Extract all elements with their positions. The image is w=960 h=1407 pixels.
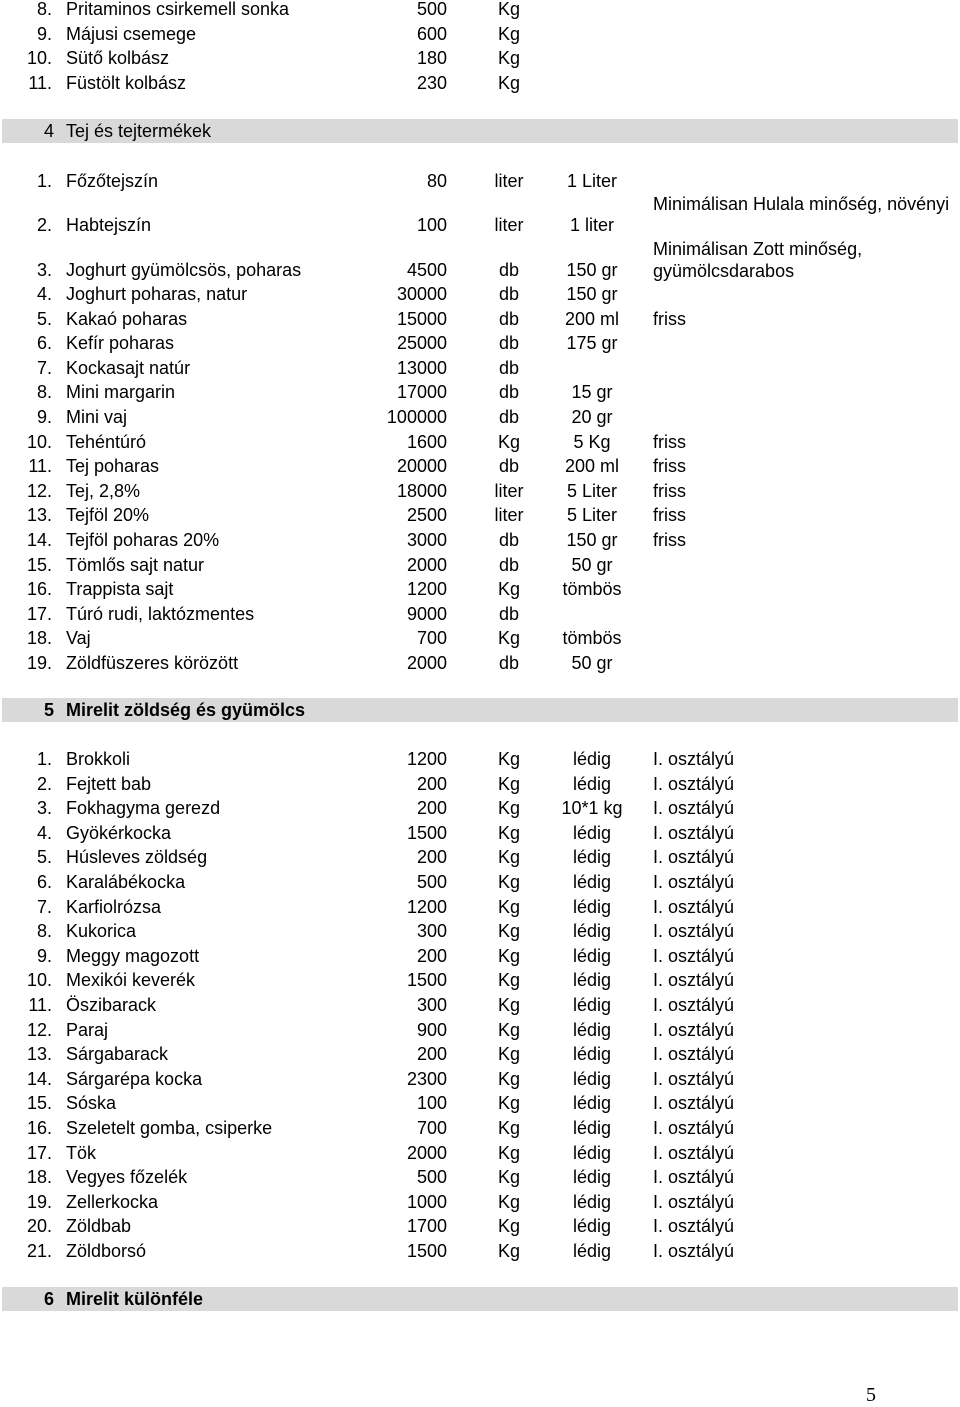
item-name: Mini vaj	[66, 407, 128, 427]
item-number: 3.	[36, 798, 52, 819]
item-name: Joghurt gyümölcsös, poharas	[66, 260, 302, 280]
table-row	[0, 1018, 960, 1042]
item-packaging: tömbös	[562, 628, 622, 649]
table-row	[0, 239, 960, 282]
item-quantity: 80	[426, 171, 447, 191]
table-row	[0, 0, 960, 21]
section-title: Mirelit zöldség és gyümölcs	[66, 700, 306, 720]
table-row	[0, 577, 960, 601]
item-number: 11.	[28, 456, 52, 477]
item-note: friss	[653, 308, 686, 329]
table-row	[0, 1091, 960, 1115]
item-quantity: 9000	[406, 603, 447, 624]
item-note: Minimálisan Hulala minőség, növényi	[653, 194, 950, 214]
table-row	[0, 944, 960, 968]
item-packaging: lédig	[572, 1044, 612, 1065]
table-row	[0, 1214, 960, 1238]
item-unit: Kg	[497, 749, 521, 769]
item-number: 9.	[36, 23, 52, 44]
item-unit: db	[498, 333, 520, 354]
table-row	[0, 1042, 960, 1066]
item-name: Meggy magozott	[66, 945, 200, 966]
item-unit: Kg	[497, 48, 521, 69]
item-name: Brokkoli	[66, 749, 131, 769]
item-number: 10.	[26, 431, 52, 452]
item-quantity: 500	[416, 0, 447, 19]
item-quantity: 3000	[406, 530, 447, 550]
table-row	[0, 1165, 960, 1189]
item-name: Tej poharas	[66, 456, 160, 477]
item-number: 2.	[36, 773, 52, 794]
item-name: Sárgarépa kocka	[66, 1068, 203, 1089]
item-number: 14.	[26, 530, 52, 550]
item-unit: db	[498, 260, 520, 280]
item-note: I. osztályú	[653, 773, 735, 794]
table-row	[0, 46, 960, 70]
item-unit: Kg	[497, 1044, 521, 1065]
item-packaging: lédig	[572, 847, 612, 868]
item-note: friss	[653, 505, 686, 526]
item-number: 5.	[36, 308, 52, 329]
item-quantity: 200	[416, 1044, 447, 1065]
item-quantity: 200	[416, 945, 447, 966]
item-unit: Kg	[497, 431, 521, 452]
item-quantity: 1700	[406, 1216, 447, 1237]
item-packaging: 5 Liter	[566, 505, 618, 526]
item-quantity: 13000	[396, 357, 447, 378]
item-packaging: lédig	[572, 1241, 612, 1261]
item-quantity: 100	[416, 1093, 447, 1114]
item-note: I. osztályú	[653, 1093, 735, 1114]
item-name: Habtejszín	[66, 215, 152, 235]
item-name: Fejtett bab	[66, 773, 152, 794]
item-unit: db	[498, 530, 520, 550]
item-quantity: 2500	[406, 505, 447, 526]
item-unit: db	[498, 407, 520, 427]
item-unit: Kg	[497, 628, 521, 649]
table-row	[0, 772, 960, 796]
item-packaging: lédig	[572, 945, 612, 966]
item-quantity: 1500	[406, 970, 447, 991]
item-quantity: 200	[416, 798, 447, 819]
item-quantity: 1600	[406, 431, 447, 452]
item-packaging: lédig	[572, 749, 612, 769]
item-packaging: 1 Liter	[566, 171, 618, 191]
item-packaging: 5 Liter	[566, 480, 618, 501]
item-quantity: 2000	[406, 1142, 447, 1163]
item-name: Joghurt poharas, natur	[66, 284, 248, 304]
item-number: 6.	[36, 333, 52, 354]
item-number: 18.	[26, 1167, 52, 1188]
page-number: 5	[866, 1384, 876, 1406]
item-number: 1.	[36, 749, 52, 769]
item-packaging: lédig	[572, 1191, 612, 1212]
item-number: 2.	[36, 215, 52, 235]
item-note: I. osztályú	[653, 1118, 735, 1138]
item-name: Tömlős sajt natur	[66, 554, 205, 575]
item-name: Fokhagyma gerezd	[66, 798, 221, 819]
item-note: I. osztályú	[653, 1216, 735, 1237]
item-number: 16.	[26, 1118, 52, 1138]
item-name: Mini margarin	[66, 382, 176, 403]
table-row	[0, 845, 960, 869]
item-unit: db	[498, 603, 520, 624]
section-number: 4	[43, 121, 54, 141]
table-row	[0, 747, 960, 771]
item-name: Kukorica	[66, 921, 137, 942]
item-unit: liter	[494, 215, 524, 235]
item-name: Zöldbab	[66, 1216, 132, 1237]
item-unit: Kg	[497, 822, 521, 843]
item-name: Tej, 2,8%	[66, 480, 141, 501]
item-packaging: 20 gr	[571, 407, 613, 427]
item-unit: Kg	[497, 970, 521, 991]
item-name: Paraj	[66, 1019, 109, 1040]
item-packaging: lédig	[572, 1093, 612, 1114]
item-unit: liter	[494, 480, 524, 501]
item-name: Májusi csemege	[66, 23, 197, 44]
item-number: 13.	[26, 1044, 52, 1065]
item-note: I. osztályú	[653, 798, 735, 819]
item-note: I. osztályú	[653, 1241, 735, 1261]
item-number: 8.	[36, 0, 52, 19]
item-note: I. osztályú	[653, 872, 735, 892]
table-row	[0, 626, 960, 650]
item-note: I. osztályú	[653, 1068, 735, 1089]
item-quantity: 100000	[386, 407, 447, 427]
item-unit: Kg	[497, 579, 521, 600]
item-quantity: 1200	[406, 579, 447, 600]
item-unit: db	[498, 554, 520, 575]
item-name: Tejföl poharas 20%	[66, 530, 220, 550]
table-row	[0, 169, 960, 193]
item-unit: db	[498, 284, 520, 304]
item-number: 10.	[26, 970, 52, 991]
table-row	[0, 895, 960, 919]
item-name: Tejföl 20%	[66, 505, 150, 526]
item-quantity: 2300	[406, 1068, 447, 1089]
item-quantity: 900	[416, 1019, 447, 1040]
item-packaging: lédig	[572, 995, 612, 1015]
section-number: 6	[43, 1289, 54, 1309]
item-name: Szeletelt gomba, csiperke	[66, 1118, 273, 1138]
table-row	[0, 1067, 960, 1091]
item-unit: Kg	[497, 1142, 521, 1163]
item-unit: db	[498, 308, 520, 329]
item-number: 15.	[26, 1093, 52, 1114]
section-title: Mirelit különféle	[66, 1289, 204, 1309]
table-row	[0, 71, 960, 95]
item-unit: Kg	[497, 945, 521, 966]
table-row	[0, 651, 960, 675]
item-quantity: 15000	[396, 308, 447, 329]
table-row	[0, 479, 960, 503]
item-name: Főzőtejszín	[66, 171, 159, 191]
table-row	[0, 282, 960, 306]
item-note: I. osztályú	[653, 1019, 735, 1040]
item-unit: Kg	[497, 1216, 521, 1237]
item-unit: liter	[494, 505, 524, 526]
item-name: Zöldborsó	[66, 1241, 147, 1261]
item-packaging: lédig	[572, 822, 612, 843]
table-row	[0, 821, 960, 845]
item-note: I. osztályú	[653, 1167, 735, 1188]
item-quantity: 25000	[396, 333, 447, 354]
item-quantity: 100	[416, 215, 447, 235]
item-unit: db	[498, 653, 520, 673]
item-name: Mexikói keverék	[66, 970, 196, 991]
item-packaging: lédig	[572, 1216, 612, 1237]
item-packaging: lédig	[572, 1142, 612, 1163]
item-number: 16.	[26, 579, 52, 600]
section-title: Tej és tejtermékek	[66, 121, 212, 141]
item-note: I. osztályú	[653, 921, 735, 942]
item-quantity: 18000	[396, 480, 447, 501]
item-note: friss	[653, 530, 686, 550]
item-unit: Kg	[497, 0, 521, 19]
item-quantity: 1000	[406, 1191, 447, 1212]
item-note: I. osztályú	[653, 995, 735, 1015]
item-number: 11.	[28, 995, 52, 1015]
item-packaging: lédig	[572, 1019, 612, 1040]
item-number: 15.	[26, 554, 52, 575]
item-unit: Kg	[497, 1191, 521, 1212]
item-number: 10.	[26, 48, 52, 69]
item-name: Kefír poharas	[66, 333, 175, 354]
item-name: Tök	[66, 1142, 97, 1163]
item-number: 5.	[36, 847, 52, 868]
item-packaging: 15 gr	[571, 382, 613, 403]
item-unit: Kg	[497, 921, 521, 942]
item-unit: db	[498, 456, 520, 477]
item-quantity: 200	[416, 847, 447, 868]
item-number: 13.	[26, 505, 52, 526]
table-row	[0, 553, 960, 577]
item-number: 6.	[36, 872, 52, 892]
item-name: Gyökérkocka	[66, 822, 172, 843]
item-note: I. osztályú	[653, 822, 735, 843]
item-number: 7.	[36, 896, 52, 917]
item-note: friss	[653, 431, 686, 452]
item-packaging: tömbös	[562, 579, 622, 600]
item-packaging: 150 gr	[566, 284, 618, 304]
table-row	[0, 405, 960, 429]
item-quantity: 300	[416, 995, 447, 1015]
item-number: 17.	[26, 1142, 52, 1163]
item-quantity: 30000	[396, 284, 447, 304]
section-header	[2, 698, 958, 722]
item-number: 12.	[26, 1019, 52, 1040]
table-row	[0, 1141, 960, 1165]
item-packaging: 150 gr	[566, 260, 618, 280]
item-packaging: 175 gr	[566, 333, 618, 354]
item-number: 8.	[36, 921, 52, 942]
table-row	[0, 380, 960, 404]
item-number: 9.	[36, 945, 52, 966]
section-header	[2, 1287, 958, 1311]
item-packaging: lédig	[572, 1068, 612, 1089]
item-unit: Kg	[497, 23, 521, 44]
item-unit: Kg	[497, 72, 521, 93]
item-number: 19.	[26, 1191, 52, 1212]
item-quantity: 2000	[406, 554, 447, 575]
item-name: Karalábékocka	[66, 872, 186, 892]
item-packaging: lédig	[572, 1167, 612, 1188]
item-number: 12.	[26, 480, 52, 501]
item-packaging: 10*1 kg	[561, 798, 623, 819]
item-quantity: 300	[416, 921, 447, 942]
item-unit: Kg	[497, 872, 521, 892]
table-row	[0, 602, 960, 626]
item-unit: Kg	[497, 1093, 521, 1114]
item-name: Kockasajt natúr	[66, 357, 191, 378]
item-unit: Kg	[497, 798, 521, 819]
item-unit: Kg	[497, 773, 521, 794]
table-row	[0, 993, 960, 1017]
item-name: Tehéntúró	[66, 431, 147, 452]
item-quantity: 600	[416, 23, 447, 44]
item-quantity: 20000	[396, 456, 447, 477]
item-note: Minimálisan Zott minőség, gyümölcsdarabos	[653, 239, 863, 281]
item-number: 7.	[36, 357, 52, 378]
section-number: 5	[43, 700, 54, 720]
item-note: I. osztályú	[653, 847, 735, 868]
item-packaging: lédig	[572, 773, 612, 794]
item-note: I. osztályú	[653, 945, 735, 966]
item-note: friss	[653, 456, 686, 477]
item-unit: Kg	[497, 1019, 521, 1040]
table-row	[0, 331, 960, 355]
item-number: 4.	[36, 284, 52, 304]
item-unit: Kg	[497, 995, 521, 1015]
item-number: 8.	[36, 382, 52, 403]
section-header	[2, 119, 958, 143]
item-quantity: 700	[416, 1118, 447, 1138]
item-note: I. osztályú	[653, 1191, 735, 1212]
table-row	[0, 356, 960, 380]
item-unit: Kg	[497, 847, 521, 868]
item-unit: liter	[494, 171, 524, 191]
item-name: Zöldfüszeres körözött	[66, 653, 239, 673]
item-unit: Kg	[497, 1167, 521, 1188]
item-unit: db	[498, 382, 520, 403]
item-name: Sütő kolbász	[66, 48, 170, 69]
item-quantity: 1200	[406, 896, 447, 917]
item-packaging: lédig	[572, 872, 612, 892]
table-row	[0, 454, 960, 478]
item-quantity: 180	[416, 48, 447, 69]
item-packaging: 200 ml	[564, 308, 620, 329]
item-name: Húsleves zöldség	[66, 847, 208, 868]
item-quantity: 4500	[406, 260, 447, 280]
item-quantity: 17000	[396, 382, 447, 403]
item-packaging: lédig	[572, 921, 612, 942]
item-number: 19.	[26, 653, 52, 673]
item-number: 20.	[26, 1216, 52, 1237]
table-row	[0, 307, 960, 331]
item-number: 17.	[26, 603, 52, 624]
item-packaging: 1 liter	[569, 215, 614, 235]
item-name: Túró rudi, laktózmentes	[66, 603, 255, 624]
item-unit: db	[498, 357, 520, 378]
item-name: Kakaó poharas	[66, 308, 188, 329]
item-quantity: 2000	[406, 653, 447, 673]
item-unit: Kg	[497, 896, 521, 917]
item-name: Sárgabarack	[66, 1044, 169, 1065]
item-note: friss	[653, 480, 686, 501]
table-row	[0, 22, 960, 46]
table-row	[0, 919, 960, 943]
item-name: Füstölt kolbász	[66, 72, 187, 93]
item-name: Vegyes főzelék	[66, 1167, 188, 1188]
table-row	[0, 528, 960, 552]
item-unit: Kg	[497, 1068, 521, 1089]
item-quantity: 500	[416, 1167, 447, 1188]
table-row	[0, 430, 960, 454]
item-name: Öszibarack	[66, 995, 157, 1015]
item-quantity: 230	[416, 72, 447, 93]
table-row	[0, 1239, 960, 1263]
item-quantity: 1500	[406, 1241, 447, 1261]
item-unit: Kg	[497, 1241, 521, 1261]
table-row	[0, 503, 960, 527]
item-packaging: 200 ml	[564, 456, 620, 477]
item-note: I. osztályú	[653, 970, 735, 991]
item-name: Pritaminos csirkemell sonka	[66, 0, 290, 19]
item-packaging: lédig	[572, 970, 612, 991]
item-number: 21.	[26, 1241, 52, 1261]
table-row	[0, 1116, 960, 1140]
item-name: Vaj	[66, 628, 91, 649]
item-packaging: 150 gr	[566, 530, 618, 550]
item-name: Trappista sajt	[66, 579, 174, 600]
item-number: 1.	[36, 171, 52, 191]
item-packaging: 50 gr	[571, 554, 613, 575]
item-quantity: 500	[416, 872, 447, 892]
item-packaging: 50 gr	[571, 653, 613, 673]
item-number: 9.	[36, 407, 52, 427]
item-note: I. osztályú	[653, 896, 735, 917]
item-number: 14.	[26, 1068, 52, 1089]
item-quantity: 200	[416, 773, 447, 794]
item-number: 18.	[26, 628, 52, 649]
item-number: 3.	[36, 260, 52, 280]
item-name: Zellerkocka	[66, 1191, 159, 1212]
item-packaging: 5 Kg	[573, 431, 611, 452]
item-number: 11.	[28, 72, 52, 93]
item-packaging: lédig	[572, 896, 612, 917]
item-unit: Kg	[497, 1118, 521, 1138]
item-quantity: 1500	[406, 822, 447, 843]
item-quantity: 1200	[406, 749, 447, 769]
item-packaging: lédig	[572, 1118, 612, 1138]
item-note: I. osztályú	[653, 749, 735, 769]
item-quantity: 700	[416, 628, 447, 649]
table-row	[0, 1190, 960, 1214]
table-row	[0, 968, 960, 992]
table-row	[0, 796, 960, 820]
table-row	[0, 194, 960, 237]
table-row	[0, 870, 960, 894]
item-note: I. osztályú	[653, 1044, 735, 1065]
item-number: 4.	[36, 822, 52, 843]
item-name: Sóska	[66, 1093, 117, 1114]
item-name: Karfiolrózsa	[66, 896, 162, 917]
item-note: I. osztályú	[653, 1142, 735, 1163]
